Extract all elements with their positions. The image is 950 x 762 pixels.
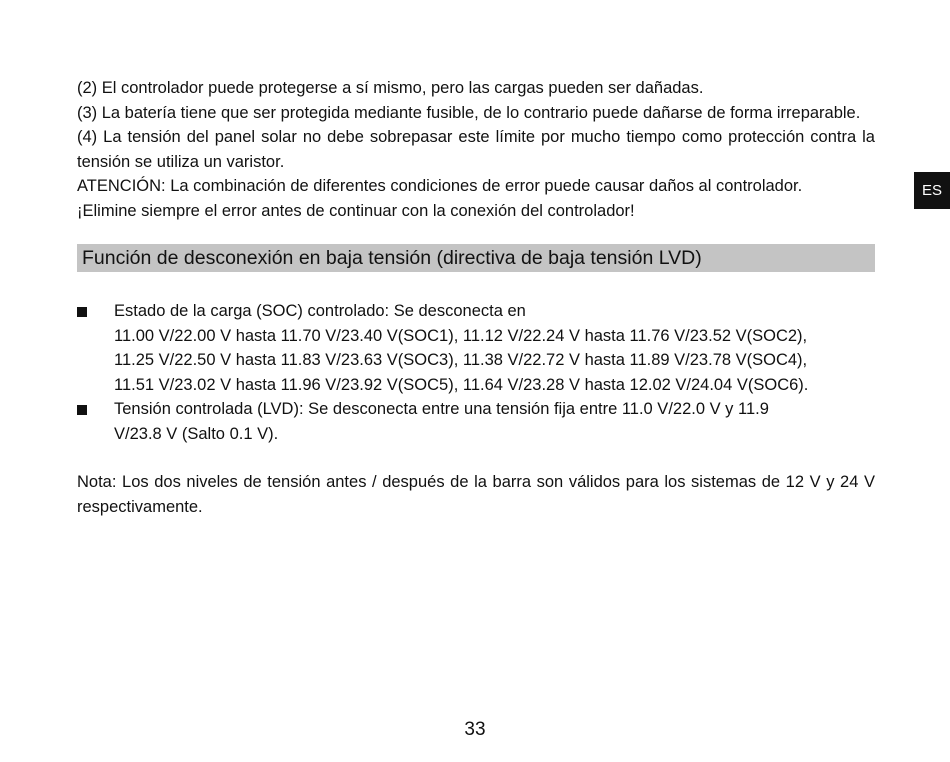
note-paragraph: Nota: Los dos niveles de tensión antes / después de la barra son válidos para los sistemas de 12 V y 24 V respectivamente. — [77, 473, 875, 516]
intro-item-4: (4) La tensión del panel solar no debe sobrepasar este límite por mucho tiempo como protección contra la tensión se utiliza un varistor. — [77, 128, 875, 171]
manual-page — [77, 76, 875, 519]
intro-item-3: (3) La batería tiene que ser protegida mediante fusible, de lo contrario puede dañarse de forma irreparable. — [77, 103, 861, 122]
soc-line-4: 11.51 V/23.02 V hasta 11.96 V/23.92 V(SOC5), 11.64 V/23.28 V hasta 12.02 V/24.04 V(SOC6). — [114, 375, 809, 394]
language-tab: ES — [914, 172, 950, 209]
page-number: 33 — [464, 719, 486, 740]
intro-paragraphs — [77, 76, 875, 223]
bullet-list — [77, 299, 875, 446]
lvd-line-1: Tensión controlada (LVD): Se desconecta entre una tensión fija entre 11.0 V/22.0 V y 11.9 — [114, 400, 769, 418]
list-item-lvd — [77, 397, 875, 446]
list-item-soc — [77, 299, 875, 397]
attention-warning: ATENCIÓN: La combinación de diferentes condiciones de error puede causar daños al controlador. — [77, 177, 803, 195]
square-bullet-icon — [77, 307, 87, 317]
square-bullet-icon — [77, 405, 87, 415]
section-heading: Función de desconexión en baja tensión (directiva de baja tensión LVD) — [77, 244, 875, 272]
lvd-line-2: V/23.8 V (Salto 0.1 V). — [114, 424, 279, 443]
attention-instruction: ¡Elimine siempre el error antes de continuar con la conexión del controlador! — [77, 201, 635, 220]
soc-line-1: Estado de la carga (SOC) controlado: Se desconecta en — [114, 302, 526, 320]
intro-item-2: (2) El controlador puede protegerse a sí mismo, pero las cargas pueden ser dañadas. — [77, 79, 704, 97]
soc-line-3: 11.25 V/22.50 V hasta 11.83 V/23.63 V(SOC3), 11.38 V/22.72 V hasta 11.89 V/23.78 V(SOC4), — [114, 351, 808, 369]
soc-line-2: 11.00 V/22.00 V hasta 11.70 V/23.40 V(SOC1), 11.12 V/22.24 V hasta 11.76 V/23.52 V(SOC2), — [114, 326, 808, 345]
